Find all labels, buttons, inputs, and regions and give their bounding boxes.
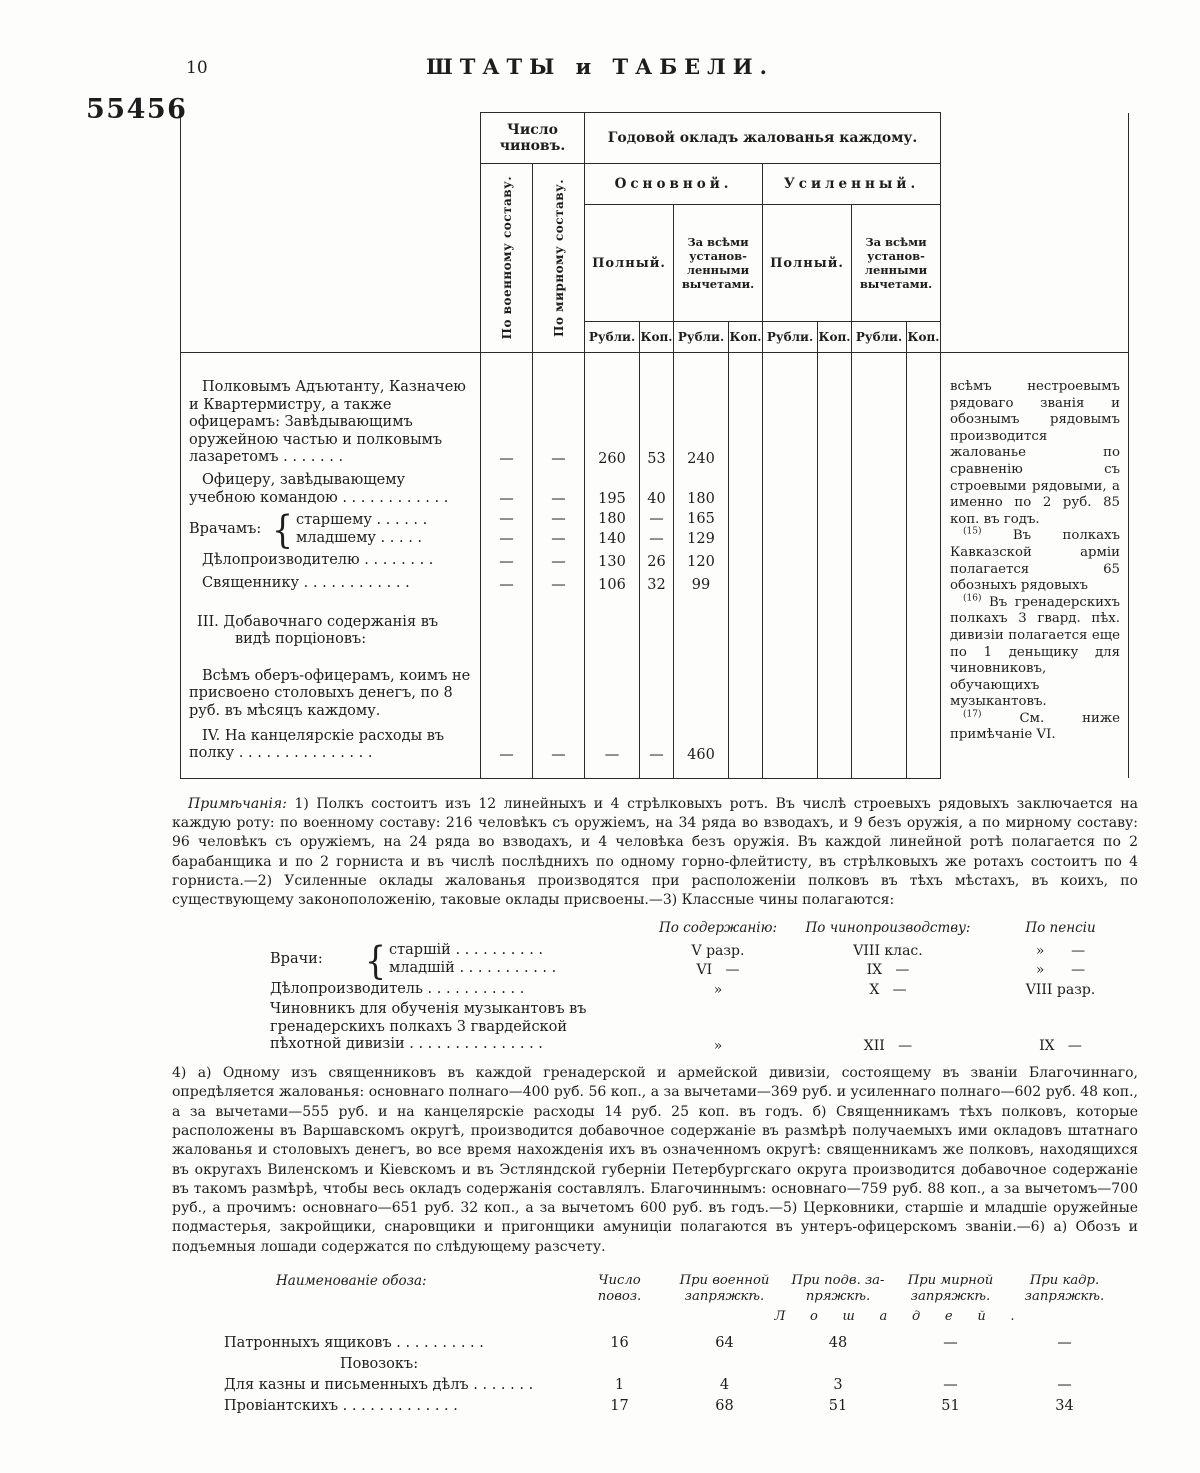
cell-empty <box>763 573 818 596</box>
cell-empty <box>763 596 818 652</box>
row-label <box>181 573 481 596</box>
row-label-text: Офицеру, завѣдывающему учебною командою . . . . . . . . . . . . <box>189 471 449 506</box>
row-label: Провіантскихъ . . . . . . . . . . . . . <box>224 1398 458 1414</box>
cell-empty <box>818 353 852 470</box>
cell-empty <box>729 766 763 779</box>
col-header-rubli: Рубли. <box>852 322 907 353</box>
cell-value: VIII клас. <box>853 942 923 959</box>
cell-empty <box>818 724 852 766</box>
cell-empty <box>907 550 941 573</box>
cell-value: 99 <box>674 573 729 596</box>
cell-empty <box>729 510 763 530</box>
cell-empty <box>481 652 533 724</box>
transport-table <box>222 1273 1122 1416</box>
col-header-kop: Коп. <box>907 322 941 353</box>
cell-value: » — <box>1035 961 1086 978</box>
col-header-chislo-povoz: Число повоз. <box>597 1273 642 1304</box>
cell-empty <box>852 724 907 766</box>
cell-value: 48 <box>828 1335 848 1351</box>
col-header-polnyy: Полный. <box>763 205 852 322</box>
margin-note: всѣмъ нестроевымъ рядоваго званія и обознымъ рядовымъ производится жалованье по сравненію съ строевыми рядовыми, а именно по 2 руб. 85 коп. въ годъ. <box>950 379 1120 527</box>
col-header-mirnoy: При мирной запряжкѣ. <box>907 1273 994 1304</box>
notes-block <box>172 795 1138 911</box>
cell-empty <box>674 766 729 779</box>
cell-empty <box>818 510 852 530</box>
cell-empty <box>907 596 941 652</box>
cell-empty <box>907 530 941 550</box>
cell-value: » <box>713 982 723 999</box>
cell-empty <box>818 530 852 550</box>
cell-empty <box>763 353 818 470</box>
cell-value: 195 <box>585 470 640 510</box>
group-line: младшій . . . . . . . . . . . <box>389 960 557 977</box>
cell-empty <box>852 573 907 596</box>
cell-value: — <box>481 510 533 530</box>
cell-empty <box>894 1353 1007 1374</box>
cell-empty <box>729 652 763 724</box>
cell-empty <box>852 550 907 573</box>
cell-value: — <box>640 510 674 530</box>
cell-value: — <box>481 353 533 470</box>
page-header <box>0 0 1200 125</box>
class-table-row <box>268 980 1138 1001</box>
cell-value: 51 <box>828 1398 848 1414</box>
class-table-row <box>268 941 1138 960</box>
cell-empty <box>852 652 907 724</box>
notes-label: Примѣчанія: <box>188 795 287 812</box>
cell-value: VIII разр. <box>1025 982 1096 999</box>
col-header-godovoy-oklad: Годовой окладъ жалованья каждому. <box>585 113 941 164</box>
col-header-za-vychetami: За всѣми установленными вычетами. <box>674 205 763 322</box>
class-table-row <box>268 1000 1138 1056</box>
stamp-number: 55456 <box>86 94 188 125</box>
transport-row <box>222 1374 1122 1395</box>
row-label <box>181 470 481 510</box>
cell-value: 240 <box>674 353 729 470</box>
row-label: Для казны и письменныхъ дѣлъ . . . . . . . <box>224 1377 534 1393</box>
notes-continuation-block <box>172 1064 1138 1257</box>
cell-value: 26 <box>640 550 674 573</box>
cell-empty <box>674 596 729 652</box>
cell-value: — <box>481 724 533 766</box>
document-title: ШТАТЫ и ТАБЕЛИ. <box>426 54 774 79</box>
cell-value: — <box>533 510 585 530</box>
col-header-chinoproizvodstvo: По чинопроизводству: <box>805 920 971 937</box>
subheader-loshadey: Лошадей. <box>774 1309 1040 1324</box>
row-label-vrachi-group <box>268 937 643 983</box>
cell-value: IX — <box>866 961 910 978</box>
cell-empty <box>533 652 585 724</box>
row-label-text: Дѣлопроизводитель . . . . . . . . . . . <box>270 980 525 997</box>
row-label-text: Священнику . . . . . . . . . . . . <box>202 574 410 591</box>
corner-cell <box>181 113 481 353</box>
group-label: Врачамъ: <box>189 520 262 537</box>
cell-empty <box>729 470 763 510</box>
cell-empty <box>763 470 818 510</box>
empty-header <box>222 1306 572 1332</box>
margin-notes-column <box>941 353 1129 779</box>
cell-value: — <box>533 573 585 596</box>
cell-empty <box>585 652 640 724</box>
col-header-pensiya: По пенсіи <box>1025 920 1096 937</box>
cell-value: 4 <box>719 1377 730 1393</box>
cell-value: — <box>481 550 533 573</box>
col-header-rubli: Рубли. <box>763 322 818 353</box>
col-header-rubli: Рубли. <box>585 322 640 353</box>
row-label <box>268 1000 643 1056</box>
cell-empty <box>181 766 481 779</box>
cell-value: VI — <box>696 961 740 978</box>
notes-paragraph: 4) а) Одному изъ священниковъ въ каждой гренадерской и армейской дивизіи, состоящему въ званіи Благочиннаго, опредѣляется жалованья: основнаго полнаго—400 руб. 56 коп., а за вычетами—369 руб. и усиленнаго полнаго—602 руб. 48 коп., а за вычетами—555 руб. и на канцелярскіе расходы 14 руб. 25 коп. въ годъ. б) Священникамъ тѣхъ полковъ, которые расположены въ Варшавскомъ округѣ, производится добавочное содержаніе въ размѣрѣ получаемыхъ ими окладовъ штатнаго жалованья и столовыхъ денегъ, во все время нахожденія ихъ въ означенномъ округѣ: священникамъ же полковъ, находящихся въ округахъ Виленскомъ и Кіевскомъ и въ Эстляндской губерніи Петербургскаго округа производится добавочное содержаніе въ такомъ размѣрѣ, чтобы весь окладъ содержанія составлялъ. Благочиннымъ: основнаго—759 руб. 88 коп., а за вычетомъ—700 руб., а прочимъ: основнаго—651 руб. 32 коп., а за вычетомъ 600 руб. въ годъ.—5) Церковники, старшіе и младшіе оружейные подмастерья, закройщики, снаровщики и пригонщики амуниціи полагаются въ унтеръ-офицерскомъ званіи.—6) а) Обозъ и подъемныя лошади содержатся по слѣдующему разсчету. <box>172 1065 1138 1255</box>
row-label <box>181 353 481 470</box>
cell-empty <box>818 550 852 573</box>
col-header-chislo-chinov: Число чиновъ. <box>481 113 585 164</box>
group-line: старшій . . . . . . . . . . <box>389 942 544 959</box>
cell-empty <box>729 550 763 573</box>
group-lines <box>389 942 556 977</box>
section-heading <box>181 596 481 652</box>
cell-value: — <box>640 724 674 766</box>
row-label-text: Полковымъ Адъютанту, Казначею и Квартермистру, а также офицерамъ: Завѣдывающимъ оружейною частью и полковымъ лазаретомъ . . . . . . . <box>189 379 466 466</box>
table-row <box>181 353 1129 470</box>
cell-value: 3 <box>833 1377 843 1393</box>
cell-value: 120 <box>674 550 729 573</box>
row-label <box>181 724 481 766</box>
footnote-ref: (15) <box>963 526 982 537</box>
cell-empty <box>763 652 818 724</box>
col-header-osnovnoy: Основной. <box>585 164 763 205</box>
cell-empty <box>763 766 818 779</box>
cell-empty <box>533 766 585 779</box>
cell-empty <box>907 724 941 766</box>
cell-empty <box>907 353 941 470</box>
margin-note-text: См. ниже примѣчаніе VI. <box>950 710 1120 743</box>
row-label <box>181 652 481 724</box>
transport-row <box>222 1332 1122 1353</box>
cell-empty <box>533 596 585 652</box>
table-header-row <box>181 113 1129 164</box>
cell-value: 260 <box>585 353 640 470</box>
cell-empty <box>852 530 907 550</box>
cell-empty <box>907 573 941 596</box>
salary-table <box>180 112 1129 779</box>
margin-note <box>950 528 1120 594</box>
cell-value: — <box>585 724 640 766</box>
brace-glyph: { <box>365 937 386 983</box>
cell-empty <box>481 766 533 779</box>
cell-empty <box>763 530 818 550</box>
cell-value: 68 <box>715 1398 734 1414</box>
col-header-usilennyy: Усиленный. <box>763 164 941 205</box>
cell-empty <box>818 766 852 779</box>
cell-value: — <box>481 470 533 510</box>
cell-value: X — <box>869 982 907 999</box>
cell-value: 130 <box>585 550 640 573</box>
cell-empty <box>763 510 818 530</box>
cell-value: 51 <box>941 1398 960 1414</box>
cell-value: » <box>713 1038 723 1055</box>
vertical-header-text: По военному составу. <box>499 176 514 340</box>
cell-value: — <box>1057 1377 1072 1393</box>
class-table-header-row <box>268 918 1138 941</box>
row-label-text: IV. На канцелярскіе расходы въ полку . . . . . . . . . . . . . . . <box>189 727 445 762</box>
row-label-text: Всѣмъ оберъ-офицерамъ, коимъ не присвоено столовыхъ денегъ, по 8 руб. въ мѣсяцъ каждому. <box>189 667 471 719</box>
cell-value: — <box>481 530 533 550</box>
cell-value: — <box>533 550 585 573</box>
cell-value: — <box>481 573 533 596</box>
cell-empty <box>729 353 763 470</box>
cell-empty <box>763 724 818 766</box>
brace-group <box>189 507 476 553</box>
row-label-text: Чиновникъ для обученія музыкантовъ въ гренадерскихъ полкахъ 3 гвардейской пѣхотной дивизіи . . . . . . . . . . . . . . . <box>270 1001 587 1053</box>
margin-note-text: Въ полкахъ Кавказской арміи полагается 65 обозныхъ рядовыхъ <box>950 528 1120 594</box>
cell-value: 17 <box>610 1398 629 1414</box>
cell-value: XII — <box>863 1038 913 1055</box>
col-header-naimenovanie: Наименованіе обоза: <box>276 1273 427 1289</box>
section-heading-text: III. Добавочнаго содержанія въ видѣ порціоновъ: <box>197 613 439 648</box>
empty-header <box>572 1306 667 1332</box>
cell-empty <box>674 652 729 724</box>
cell-empty <box>481 596 533 652</box>
col-header-po-mirnomu <box>533 164 585 353</box>
brace-group <box>270 937 635 983</box>
cell-value: 53 <box>640 353 674 470</box>
col-header-rubli: Рубли. <box>674 322 729 353</box>
col-header-kadrovoy: При кадр. запряжкѣ. <box>1024 1273 1105 1304</box>
row-label <box>181 550 481 573</box>
margin-note <box>950 711 1120 744</box>
cell-empty <box>818 470 852 510</box>
cell-value: 180 <box>585 510 640 530</box>
cell-value: — <box>533 353 585 470</box>
notes-paragraph <box>172 795 1138 911</box>
cell-value: — <box>1057 1335 1072 1351</box>
footnote-ref: (16) <box>963 593 982 604</box>
row-label-vrachi-group <box>181 507 481 553</box>
cell-empty <box>585 766 640 779</box>
cell-empty <box>818 596 852 652</box>
cell-value: 460 <box>674 724 729 766</box>
cell-value: 32 <box>640 573 674 596</box>
row-label: Патронныхъ ящиковъ . . . . . . . . . . <box>224 1335 484 1351</box>
cell-empty <box>782 1353 894 1374</box>
col-header-za-vychetami: За всѣми установленными вычетами. <box>852 205 941 322</box>
cell-value: 40 <box>640 470 674 510</box>
transport-row <box>222 1395 1122 1416</box>
vertical-header-text: По мирному составу. <box>551 179 566 337</box>
cell-value: — <box>640 530 674 550</box>
cell-empty <box>640 596 674 652</box>
cell-empty <box>729 724 763 766</box>
transport-subheading-row <box>222 1353 1122 1374</box>
group-line: старшему . . . . . . <box>296 512 428 529</box>
cell-empty <box>640 652 674 724</box>
cell-empty <box>585 596 640 652</box>
cell-value: » — <box>1035 942 1086 959</box>
cell-value: IX — <box>1039 1038 1082 1055</box>
cell-empty <box>907 470 941 510</box>
cell-value: 140 <box>585 530 640 550</box>
cell-empty <box>763 550 818 573</box>
cell-value: — <box>533 724 585 766</box>
cell-value: 1 <box>614 1377 625 1393</box>
page-number: 10 <box>186 58 208 78</box>
margin-note <box>950 595 1120 711</box>
subsection-label: Повозокъ: <box>340 1356 419 1372</box>
cell-empty <box>818 652 852 724</box>
cell-empty <box>572 1353 667 1374</box>
cell-empty <box>852 510 907 530</box>
cell-empty <box>818 573 852 596</box>
cell-value: V разр. <box>691 942 745 959</box>
cell-value: 16 <box>610 1335 629 1351</box>
class-rank-table <box>268 918 1138 1056</box>
cell-value: 180 <box>674 470 729 510</box>
empty-header <box>268 918 643 941</box>
cell-empty <box>907 510 941 530</box>
cell-empty <box>852 353 907 470</box>
cell-empty <box>667 1353 782 1374</box>
cell-value: — <box>533 530 585 550</box>
cell-empty <box>907 766 941 779</box>
notes-text: 1) Полкъ состоитъ изъ 12 линейныхъ и 4 стрѣлковыхъ ротъ. Въ числѣ строевыхъ рядовыхъ заключается на каждую роту: по военному составу: 216 человѣкъ съ оружіемъ, на 34 ряда во взводахъ, и 9 безъ оружія, а по мирному составу: 96 человѣкъ съ оружіемъ, на 24 ряда во взводахъ, и 4 человѣка безъ оружія. Въ каждой линейной ротѣ полагается по 2 барабанщика и по 2 горниста и въ числѣ послѣднихъ по одному горно-флейтисту, въ стрѣлковыхъ же ротахъ состоитъ по 4 горниста.—2) Усиленные оклады жалованья производятся при расположеніи полковъ въ тѣхъ мѣстахъ, въ коихъ, по существующему законоположенію, таковые оклады присвоены.—3) Классные чины полагаются: <box>172 795 1138 909</box>
footnote-ref: (17) <box>963 709 982 720</box>
group-lines <box>296 512 427 547</box>
brace-glyph: { <box>272 507 293 553</box>
col-header-voennoy: При военной запряжкѣ. <box>679 1273 770 1304</box>
cell-value: 34 <box>1055 1398 1074 1414</box>
cell-empty <box>852 766 907 779</box>
group-line: младшему . . . . . <box>296 529 423 546</box>
margin-note-text: Въ гренадерскихъ полкахъ 3 гвард. пѣх. дивизіи полагается еще по 1 деньщику для чиновниковъ, обучающихъ музыкантовъ. <box>950 594 1120 710</box>
col-header-kop: Коп. <box>640 322 674 353</box>
cell-empty <box>640 766 674 779</box>
cell-value: — <box>533 470 585 510</box>
cell-empty <box>729 596 763 652</box>
cell-empty <box>852 596 907 652</box>
cell-empty <box>852 470 907 510</box>
row-label <box>268 980 643 1001</box>
row-label-text: Дѣлопроизводителю . . . . . . . . <box>202 552 434 569</box>
col-header-po-voennomu <box>481 164 533 353</box>
cell-value: 165 <box>674 510 729 530</box>
transport-header-row <box>222 1273 1122 1306</box>
cell-value: 64 <box>715 1335 734 1351</box>
cell-empty <box>729 530 763 550</box>
loshadey-subheader-row <box>222 1306 1122 1332</box>
cell-value: 129 <box>674 530 729 550</box>
col-header-kop: Коп. <box>729 322 763 353</box>
cell-empty <box>907 652 941 724</box>
cell-empty <box>1007 1353 1122 1374</box>
notes-header-cell <box>941 113 1129 353</box>
col-header-soderzhanie: По содержанію: <box>658 920 778 937</box>
col-header-polnyy: Полный. <box>585 205 674 322</box>
col-header-podvizhnoy: При подв. запряжкѣ. <box>791 1273 885 1304</box>
cell-value: — <box>943 1377 958 1393</box>
group-label: Врачи: <box>270 951 323 968</box>
col-header-kop: Коп. <box>818 322 852 353</box>
cell-value: — <box>943 1335 958 1351</box>
cell-value: 106 <box>585 573 640 596</box>
cell-empty <box>729 573 763 596</box>
